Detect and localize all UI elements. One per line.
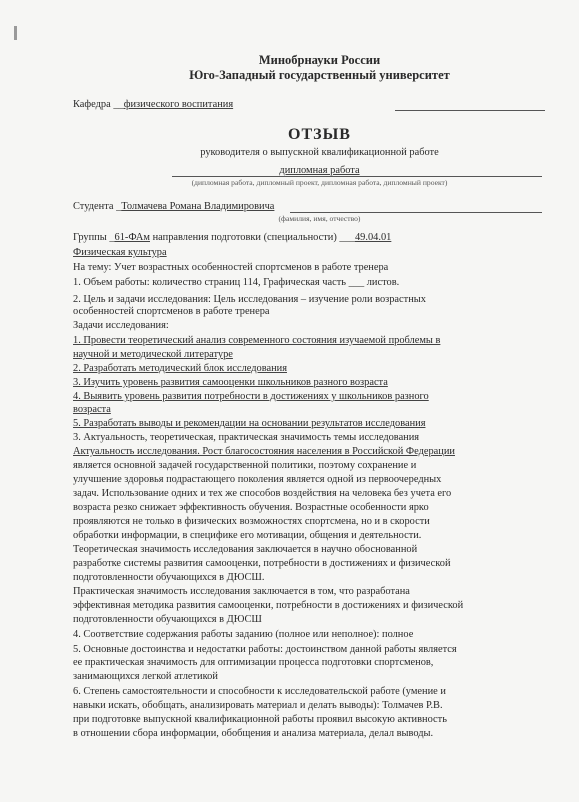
- body-line: научной и методической литературе: [73, 349, 233, 360]
- department-label: Кафедра: [73, 99, 111, 110]
- university-heading: Юго-Западный государственный университет: [189, 69, 450, 82]
- body-line: навыки искать, обобщать, анализировать материал и делать выводы): Толмачев Р.В.: [73, 700, 443, 711]
- body-line: 1. Объем работы: количество страниц 114, Графическая часть ___ листов.: [73, 277, 400, 288]
- body-line: 3. Актуальность, теоретическая, практическая значимость темы исследования: [73, 432, 420, 443]
- body-line: Задачи исследования:: [73, 320, 169, 331]
- body-line: ее практическая значимость для оптимизации процесса подготовки спортсменов,: [73, 657, 434, 668]
- body-line: возраста: [73, 404, 111, 415]
- body-line: 4. Выявить уровень развития потребности в достижениях у школьников разного: [73, 391, 429, 402]
- body-line: особенностей спортсменов в работе тренера: [73, 306, 270, 317]
- body-line: Практическая значимость исследования заключается в том, что разработана: [73, 586, 410, 597]
- work-type-hint: (дипломная работа, дипломный проект, дипломная работа, дипломный проект): [191, 178, 448, 187]
- student-line: Студента _Толмачева Романа Владимировича: [73, 201, 275, 212]
- direction-name: Физическая культура: [73, 247, 167, 258]
- body-line: Теоретическая значимость исследования заключается в научно обоснованной: [73, 544, 418, 555]
- student-name: Толмачева Романа Владимировича: [121, 201, 275, 212]
- work-type-value: дипломная работа: [279, 165, 360, 176]
- body-line: является основной задачей государственной политики, поэтому сохранение и: [73, 460, 417, 471]
- student-rule: [290, 212, 542, 213]
- body-line: 3. Изучить уровень развития самооценки школьников разного возраста: [73, 377, 388, 388]
- body-line: разработке системы развития самооценки, потребности в достижениях и физической: [73, 558, 451, 569]
- document-subtitle: руководителя о выпускной квалификационной работе: [200, 147, 439, 158]
- department-line: Кафедра __физического воспитания: [73, 99, 234, 110]
- document-title: ОТЗЫВ: [288, 126, 351, 143]
- body-line: обработки информации, в специфике его мотивации, общения и деятельности.: [73, 530, 422, 541]
- body-line: 2. Цель и задачи исследования: Цель исследования – изучение роли возрастных: [73, 294, 426, 305]
- body-line: улучшение здоровья подрастающего поколения является одной из первоочередных: [73, 474, 442, 485]
- department-rule: [395, 110, 545, 111]
- work-type-rule: [172, 176, 542, 177]
- body-line: 2. Разработать методический блок исследования: [73, 363, 287, 374]
- body-line: при подготовке выпускной квалификационной работы проявил высокую активность: [73, 714, 447, 725]
- edge-mark: [14, 26, 17, 40]
- body-line: подготовленности обучающихся в ДЮСШ: [73, 614, 262, 625]
- direction-name-line: [73, 246, 551, 259]
- ministry-heading: Минобрнауки России: [258, 54, 381, 67]
- body-line: Актуальность исследования. Рост благосостояния населения в Российской Федерации: [73, 446, 455, 457]
- group-line: Группы _61-ФАм направления подготовки (специальности) ___49.04.01: [73, 232, 392, 243]
- department-value: физического воспитания: [123, 99, 234, 110]
- direction-label: направления подготовки (специальности): [152, 232, 337, 243]
- body-line: 1. Провести теоретический анализ современного состояния изучаемой проблемы в: [73, 335, 441, 346]
- body-line: возраста резко снижает эффективность обучения. Возрастные особенности ярко: [73, 502, 429, 513]
- body-line: 6. Степень самостоятельности и способности к исследовательской работе (умение и: [73, 686, 446, 697]
- group-label: Группы: [73, 232, 107, 243]
- body-line: 4. Соответствие содержания работы заданию (полное или неполное): полное: [73, 629, 414, 640]
- body-line: занимающихся легкой атлетикой: [73, 671, 218, 682]
- body-line: в отношении сбора информации, обобщения и анализа материала, делал выводы.: [73, 728, 434, 739]
- body-line: эффективная методика развития самооценки, потребности в достижениях и физической: [73, 600, 464, 611]
- body-line: задач. Использование одних и тех же способов воздействия на человека без учета его: [73, 488, 452, 499]
- direction-code: 49.04.01: [354, 232, 392, 243]
- body-line: 5. Основные достоинства и недостатки работы: достоинством данной работы является: [73, 644, 457, 655]
- student-name-hint: (фамилия, имя, отчество): [278, 214, 361, 223]
- group-value: 61-ФАм: [114, 232, 150, 243]
- body-line: 5. Разработать выводы и рекомендации на основании результатов исследования: [73, 418, 426, 429]
- student-label: Студента: [73, 201, 114, 212]
- body-line: На тему: Учет возрастных особенностей спортсменов в работе тренера: [73, 262, 389, 273]
- body-line: проявляются не только в физических возможностях спортсмена, но и в скорости: [73, 516, 430, 527]
- body-line: подготовленности обучающихся в ДЮСШ.: [73, 572, 265, 583]
